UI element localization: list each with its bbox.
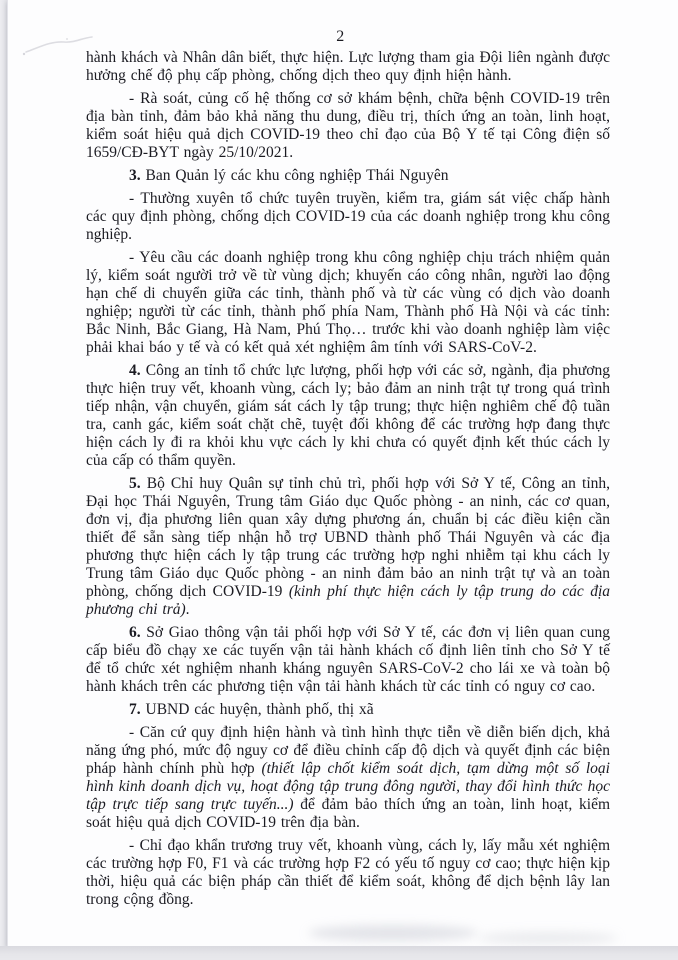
paragraph-chi-dao (86, 837, 610, 909)
paragraph-ra-soat (86, 90, 610, 162)
document-body (86, 49, 610, 909)
bold-run: 5. (129, 475, 141, 492)
bold-run: 3. (129, 167, 141, 184)
text-run: Công an tỉnh tổ chức lực lượng, phối hợp với các sở, ngành, địa phương thực hiện truy vết, khoanh vùng, cách ly; bảo đảm an ninh trật tự trong quá trình tiếp nhận, vận chuyển, giám sát cách ly tập trung; thực hiện nghiêm chế độ tuần tra, canh gác, kiểm soát chặt chẽ, tuyệt đối không để các trường hợp đang thực hiện cách ly đi ra khỏi khu vực cách ly khi chưa có quyết định kết thúc cách ly của cấp có thẩm quyền. (86, 362, 610, 469)
section-7-heading (86, 701, 610, 719)
document-page (7, 0, 678, 946)
section-3-heading (86, 167, 610, 185)
paragraph-yeu-cau (86, 249, 610, 357)
text-run: - Chỉ đạo khẩn trương truy vết, khoanh vùng, cách ly, lấy mẫu xét nghiệm các trường hợp F0, F1 và các trường hợp F2 có yếu tố nguy cơ cao; thực hiện kịp thời, hiệu quả các biện pháp cần thiết để kiểm soát, không để dịch bệnh lây lan trong cộng đồng. (86, 837, 610, 908)
scan-smudge (308, 925, 478, 941)
bold-run: 7. (129, 701, 141, 718)
bold-run: 6. (129, 624, 141, 641)
text-run: để đảm bảo thích ứng an toàn, linh hoạt, kiểm soát hiệu quả dịch COVID-19 trên địa bàn. (86, 796, 611, 831)
scan-smudge (478, 932, 618, 944)
text-run: UBND các huyện, thành phố, thị xã (140, 701, 374, 718)
text-run: Ban Quản lý các khu công nghiệp Thái Nguyên (140, 167, 449, 184)
text-run: - Thường xuyên tổ chức tuyên truyền, kiểm tra, giám sát việc chấp hành các quy định phòng, chống dịch COVID-19 của các doanh nghiệp trong khu công nghiệp. (86, 190, 610, 243)
italic-run: (kinh phí thực hiện cách ly tập trung do các địa phương chi trả) (86, 583, 610, 618)
text-run: Sở Giao thông vận tải phối hợp với Sở Y tế, các đơn vị liên quan cung cấp biểu đồ chạy xe các tuyến vận tải hành khách cố định liên tỉnh cho Sở Y tế để tổ chức xét nghiệm nhanh kháng nguyên SARS-CoV-2 cho lái xe và toàn bộ hành khách trên các phương tiện vận tải hành khách từ các tỉnh có nguy cơ cao. (86, 624, 610, 695)
italic-run: (thiết lập chốt kiểm soát dịch, tạm dừng một số loại hình kinh doanh dịch vụ, hoạt động tập trung đông người, thay đổi hình thức học tập trực tiếp sang trực tuyến...) (86, 760, 610, 813)
scan-left-edge (0, 0, 7, 946)
text-run: Bộ Chỉ huy Quân sự tỉnh chủ trì, phối hợp với Sở Y tế, Công an tỉnh, Đại học Thái Nguyên, Trung tâm Giáo dục Quốc phòng - an ninh, các cơ quan, đơn vị, địa phương liên quan xây dựng phương án, chuẩn bị các điều kiện cần thiết để sẵn sàng tiếp nhận hỗ trợ UBND thành phố Thái Nguyên và các địa phương thực hiện cách ly tập trung các trường hợp nghi nhiễm tại khu cách ly Trung tâm Giáo dục Quốc phòng - an ninh đảm bảo an ninh trật tự và an toàn phòng, chống dịch COVID-19 (86, 475, 610, 600)
section-6-paragraph (86, 624, 610, 696)
section-5-paragraph (86, 475, 610, 619)
text-run: - Căn cứ quy định hiện hành và tình hình thực tiễn về diễn biến dịch, khả năng ứng phó, mức độ nguy cơ để điều chỉnh cấp độ dịch và quyết định các biện pháp hành chính phù hợp (86, 724, 610, 777)
paragraph-thuong-xuyen (86, 190, 610, 244)
text-run: hành khách và Nhân dân biết, thực hiện. Lực lượng tham gia Đội liên ngành được hưởng chế độ phụ cấp phòng, chống dịch theo quy định hiện hành. (86, 49, 610, 84)
text-run: . (185, 601, 190, 618)
paragraph-continuation (86, 49, 610, 85)
text-run: - Yêu cầu các doanh nghiệp trong khu công nghiệp chịu trách nhiệm quản lý, kiểm soát người trở về từ vùng dịch; khuyến cáo công nhân, người lao động hạn chế di chuyển giữa các tỉnh, thành phố và từ các vùng có dịch vào doanh nghiệp; người từ các tỉnh, thành phố phía Nam, Thành phố Hà Nội và các tỉnh: Bắc Ninh, Bắc Giang, Hà Nam, Phú Thọ… trước khi vào doanh nghiệp làm việc phải khai báo y tế và có kết quả xét nghiệm âm tính với SARS-CoV-2. (86, 249, 610, 356)
text-run: - Rà soát, củng cố hệ thống cơ sở khám bệnh, chữa bệnh COVID-19 trên địa bàn tỉnh, đảm bảo khả năng thu dung, điều trị, thích ứng an toàn, linh hoạt, kiểm soát hiệu quả dịch COVID-19 theo chỉ đạo của Bộ Y tế tại Công điện số 1659/CĐ-BYT ngày 25/10/2021. (86, 90, 610, 161)
section-4-paragraph (86, 362, 610, 470)
paragraph-can-cu (86, 724, 610, 832)
scan-bottom-edge (0, 946, 678, 960)
bold-run: 4. (129, 362, 141, 379)
page-number: 2 (336, 28, 345, 45)
